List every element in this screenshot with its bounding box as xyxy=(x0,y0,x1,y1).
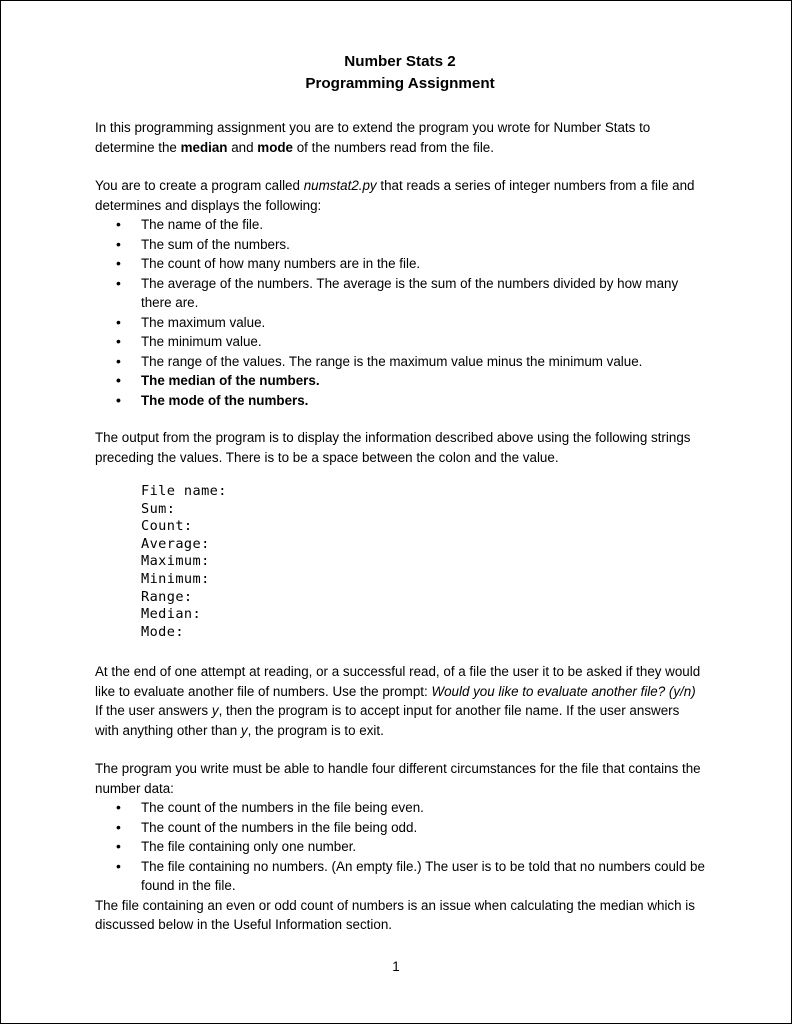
answer-y: y xyxy=(240,722,248,738)
title-line-2: Programming Assignment xyxy=(305,75,495,92)
document-title xyxy=(95,51,705,95)
intro-text-1: In this programming assignment you are to extend the program you wrote for Number Stats to determine the xyxy=(95,120,651,155)
repeat-text-2: If the user answers xyxy=(95,703,212,719)
code-line: Mode: xyxy=(141,623,184,640)
list-item: • The minimum value. xyxy=(141,332,705,352)
list-item: • The maximum value. xyxy=(141,313,705,333)
circumstances-list xyxy=(95,798,705,896)
requirements-list xyxy=(95,215,705,410)
repeat-text-1: At the end of one attempt at reading, or a successful read, of a file the user it to be asked if they would like to evaluate another file of numbers. Use the prompt: xyxy=(95,664,701,699)
code-line: File name: xyxy=(141,483,227,499)
intro-median-term: median xyxy=(180,139,228,155)
circumstances-paragraph: The program you write must be able to handle four different circumstances for the file that contains the number data: xyxy=(95,761,701,796)
title-line-1: Number Stats 2 xyxy=(344,53,456,70)
code-line: Minimum: xyxy=(141,570,210,587)
list-item: • The count of the numbers in the file being even. xyxy=(141,798,705,818)
closing-paragraph: The file containing an even or odd count of numbers is an issue when calculating the median which is discussed below in the Useful Information section. xyxy=(95,897,695,933)
create-text-1: You are to create a program called xyxy=(95,178,304,193)
output-paragraph: The output from the program is to display the information described above using the following strings preceding the values. There is to be a space between the colon and the value. xyxy=(95,430,691,465)
list-item: • The count of how many numbers are in the file. xyxy=(141,254,705,274)
code-line: Median: xyxy=(141,606,202,623)
code-line: Maximum: xyxy=(141,553,210,570)
create-paragraph xyxy=(95,176,705,215)
list-item: • The count of the numbers in the file being odd. xyxy=(141,818,705,838)
create-text-2: that reads a series of integer numbers from a file and determines and displays the following: xyxy=(95,178,695,213)
output-labels-block xyxy=(141,483,705,641)
code-line: Range: xyxy=(141,588,193,605)
repeat-paragraph xyxy=(95,662,705,740)
list-item: • The file containing no numbers. (An empty file.) The user is to be told that no numbers could be found in the file. xyxy=(141,857,705,896)
program-filename: numstat2.py xyxy=(303,178,377,193)
repeat-text-4: , the program is to exit. xyxy=(247,722,384,738)
intro-text-2: of the numbers read from the file. xyxy=(293,139,494,155)
list-item: • The file containing only one number. xyxy=(141,837,705,857)
code-line: Count: xyxy=(141,518,193,535)
list-item: • The average of the numbers. The average is the sum of the numbers divided by how many there are. xyxy=(141,274,705,313)
answer-y: y xyxy=(211,703,219,719)
page-content xyxy=(95,51,705,935)
list-item: • The mode of the numbers. xyxy=(141,391,705,411)
repeat-text-3: , then the program is to accept input for another file name. If the user answers with anything other than xyxy=(95,703,680,738)
repeat-prompt: Would you like to evaluate another file? (y/n) xyxy=(431,683,696,699)
intro-and: and xyxy=(227,139,258,155)
list-item: • The median of the numbers. xyxy=(141,371,705,391)
list-item: • The sum of the numbers. xyxy=(141,235,705,255)
list-item: • The name of the file. xyxy=(141,215,705,235)
code-line: Sum: xyxy=(141,500,176,517)
list-item: • The range of the values. The range is the maximum value minus the minimum value. xyxy=(141,352,705,372)
page-number: 1 xyxy=(392,959,400,974)
intro-paragraph xyxy=(95,118,705,157)
intro-mode-term: mode xyxy=(257,139,294,155)
code-line: Average: xyxy=(141,535,210,552)
